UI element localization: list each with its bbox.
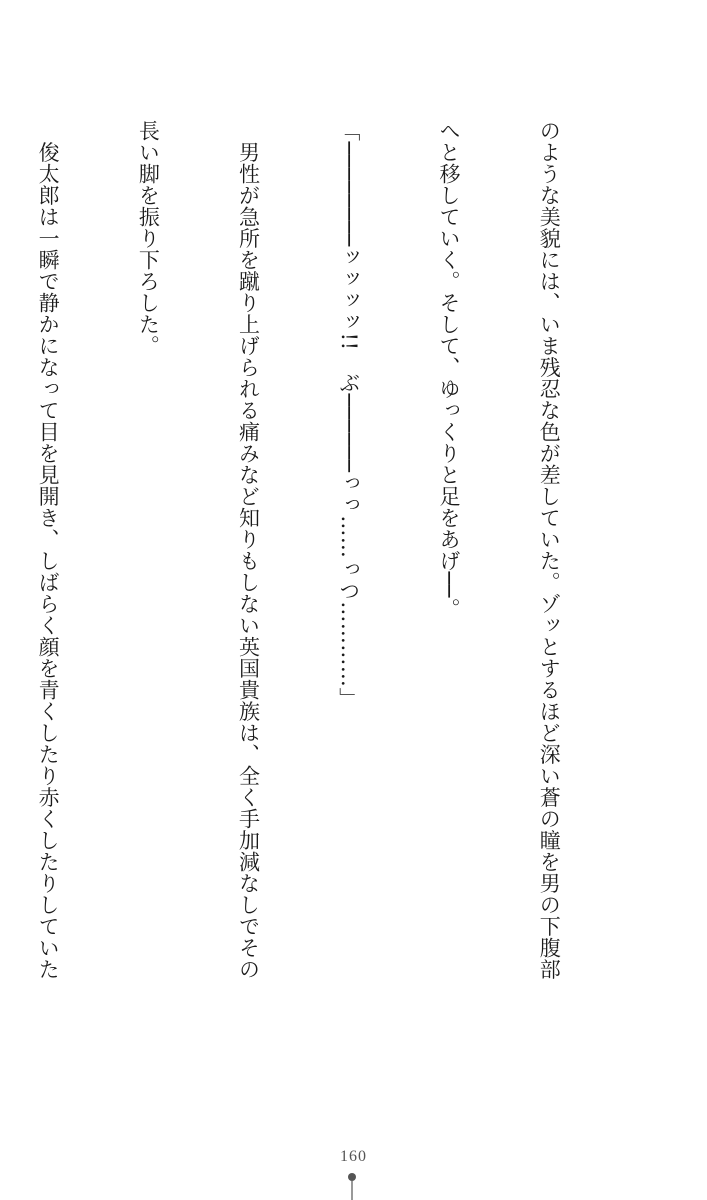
page-ornament-icon <box>342 1172 362 1200</box>
text-line: 男性が急所を蹴り上げられる痛みなど知りもしない英国貴族は、全く手加減なしでその <box>236 120 261 980</box>
text-line: 「────────ッッッッ!! ぶ──────っっ……っつ…………」 <box>336 120 361 709</box>
text-line: へと移していく。そして、ゆっくりと足をあげ──。 <box>436 120 461 620</box>
vertical-text-body <box>0 120 632 1060</box>
text-line: 俊太郎は一瞬で静かになって目を見開き、しばらく顔を青くしたり赤くしたりしていた <box>36 120 61 980</box>
text-line: のような美貌には、いま残忍な色が差していた。ゾッとするほど深い蒼の瞳を男の下腹部 <box>537 120 562 980</box>
text-line: 長い脚を振り下ろした。 <box>136 120 161 357</box>
page-number: 160 <box>340 1148 367 1165</box>
